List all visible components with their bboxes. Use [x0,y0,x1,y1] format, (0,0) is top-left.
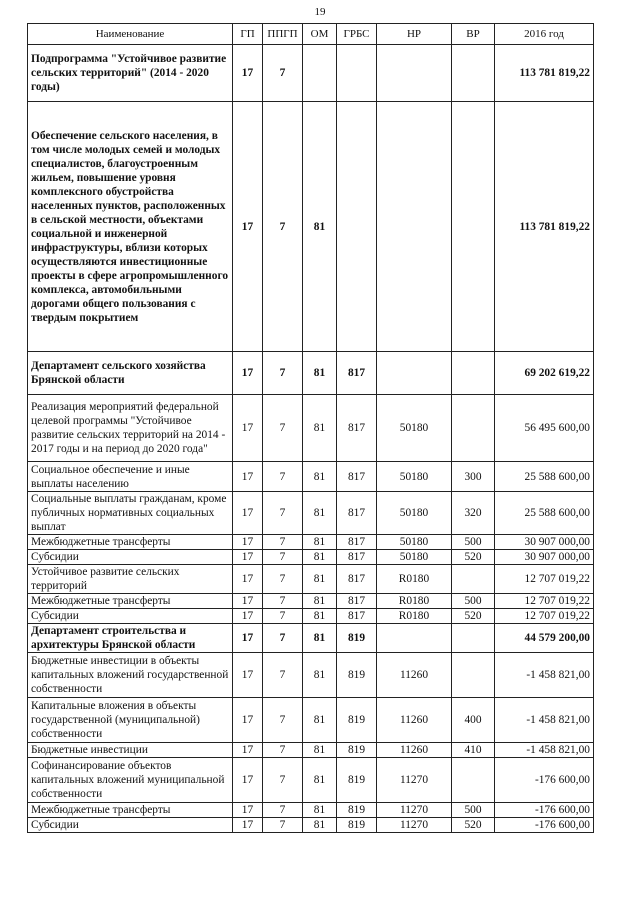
row-gp: 17 [233,594,263,609]
row-ppgp: 7 [263,758,303,803]
row-vr: 500 [452,803,495,818]
row-ppgp: 7 [263,743,303,758]
table-row [28,462,594,492]
row-vr [452,395,495,462]
row-vr: 500 [452,535,495,550]
table-row [28,594,594,609]
row-name: Межбюджетные трансферты [28,594,233,609]
row-gp: 17 [233,395,263,462]
row-grbs [337,102,377,352]
row-gp: 17 [233,45,263,102]
row-name: Межбюджетные трансферты [28,535,233,550]
row-grbs: 819 [337,624,377,653]
row-vr: 410 [452,743,495,758]
row-ppgp: 7 [263,624,303,653]
row-grbs: 817 [337,565,377,594]
row-om: 81 [303,352,337,395]
row-value-2016: -176 600,00 [495,818,594,833]
row-value-2016: 25 588 600,00 [495,462,594,492]
row-np: 11260 [377,743,452,758]
row-value-2016: -1 458 821,00 [495,698,594,743]
header-ppgp: ППГП [263,24,303,45]
row-np: 11260 [377,653,452,698]
header-name: Наименование [28,24,233,45]
row-grbs: 819 [337,743,377,758]
row-grbs: 817 [337,395,377,462]
row-grbs: 817 [337,550,377,565]
table-row [28,492,594,535]
table-row [28,352,594,395]
row-ppgp: 7 [263,609,303,624]
row-grbs: 819 [337,803,377,818]
table-row [28,550,594,565]
header-row [28,24,594,45]
row-name: Реализация мероприятий федеральной целевой программы "Устойчивое развитие сельских территорий на 2014 - 2017 годы и на период до 2020 года" [28,395,233,462]
row-om: 81 [303,535,337,550]
row-np [377,352,452,395]
row-np: R0180 [377,565,452,594]
row-value-2016: -1 458 821,00 [495,653,594,698]
row-np: R0180 [377,594,452,609]
row-om: 81 [303,803,337,818]
row-name: Софинансирование объектов капитальных вложений муниципальной собственности [28,758,233,803]
table-row [28,624,594,653]
row-gp: 17 [233,653,263,698]
row-value-2016: 25 588 600,00 [495,492,594,535]
row-np: 11260 [377,698,452,743]
row-grbs: 819 [337,818,377,833]
table-row [28,535,594,550]
table-row [28,818,594,833]
header-vr: ВР [452,24,495,45]
row-vr: 520 [452,818,495,833]
row-grbs: 819 [337,653,377,698]
row-np: 50180 [377,535,452,550]
row-np [377,102,452,352]
row-gp: 17 [233,462,263,492]
row-grbs: 817 [337,352,377,395]
row-gp: 17 [233,758,263,803]
row-name: Подпрограмма "Устойчивое развитие сельских территорий" (2014 - 2020 годы) [28,45,233,102]
row-ppgp: 7 [263,535,303,550]
row-gp: 17 [233,609,263,624]
row-np: 11270 [377,818,452,833]
header-2016: 2016 год [495,24,594,45]
row-grbs: 819 [337,698,377,743]
row-value-2016: 12 707 019,22 [495,609,594,624]
row-om: 81 [303,492,337,535]
row-vr [452,102,495,352]
row-np: 11270 [377,803,452,818]
row-value-2016: -1 458 821,00 [495,743,594,758]
row-grbs: 817 [337,492,377,535]
row-vr [452,45,495,102]
row-value-2016: 113 781 819,22 [495,45,594,102]
row-value-2016: 30 907 000,00 [495,535,594,550]
row-grbs: 817 [337,609,377,624]
row-vr [452,624,495,653]
row-om: 81 [303,758,337,803]
row-grbs: 817 [337,594,377,609]
row-ppgp: 7 [263,565,303,594]
row-om: 81 [303,395,337,462]
row-name: Субсидии [28,550,233,565]
row-ppgp: 7 [263,395,303,462]
row-name: Бюджетные инвестиции в объекты капитальных вложений государственной собственности [28,653,233,698]
row-value-2016: 56 495 600,00 [495,395,594,462]
row-gp: 17 [233,565,263,594]
row-ppgp: 7 [263,492,303,535]
row-name: Социальное обеспечение и иные выплаты населению [28,462,233,492]
row-gp: 17 [233,624,263,653]
row-grbs: 817 [337,535,377,550]
row-name: Капитальные вложения в объекты государственной (муниципальной) собственности [28,698,233,743]
row-gp: 17 [233,743,263,758]
page-number: 19 [314,6,326,18]
row-ppgp: 7 [263,45,303,102]
row-name: Департамент сельского хозяйства Брянской области [28,352,233,395]
row-ppgp: 7 [263,102,303,352]
row-grbs: 817 [337,462,377,492]
row-om: 81 [303,653,337,698]
row-name: Департамент строительства и архитектуры Брянской области [28,624,233,653]
row-value-2016: 12 707 019,22 [495,565,594,594]
row-grbs [337,45,377,102]
row-gp: 17 [233,803,263,818]
row-ppgp: 7 [263,352,303,395]
row-gp: 17 [233,352,263,395]
row-name: Социальные выплаты гражданам, кроме публичных нормативных социальных выплат [28,492,233,535]
table-row [28,653,594,698]
row-np: 50180 [377,550,452,565]
row-om: 81 [303,698,337,743]
row-np [377,45,452,102]
row-vr [452,758,495,803]
header-gp: ГП [233,24,263,45]
row-om: 81 [303,818,337,833]
row-ppgp: 7 [263,818,303,833]
table-row [28,102,594,352]
row-np [377,624,452,653]
row-gp: 17 [233,492,263,535]
table-row [28,45,594,102]
table-row [28,758,594,803]
row-value-2016: 44 579 200,00 [495,624,594,653]
row-gp: 17 [233,550,263,565]
row-name: Бюджетные инвестиции [28,743,233,758]
row-gp: 17 [233,818,263,833]
row-ppgp: 7 [263,803,303,818]
row-gp: 17 [233,698,263,743]
row-name: Межбюджетные трансферты [28,803,233,818]
row-vr: 500 [452,594,495,609]
header-np: НР [377,24,452,45]
row-om: 81 [303,594,337,609]
budget-table [27,23,594,833]
row-vr: 520 [452,609,495,624]
row-name: Субсидии [28,609,233,624]
row-om [303,45,337,102]
row-om: 81 [303,550,337,565]
row-ppgp: 7 [263,698,303,743]
table-row [28,803,594,818]
row-om: 81 [303,565,337,594]
row-np: 50180 [377,395,452,462]
row-vr: 300 [452,462,495,492]
table-row [28,395,594,462]
table-row [28,698,594,743]
row-np: R0180 [377,609,452,624]
row-om: 81 [303,462,337,492]
row-ppgp: 7 [263,594,303,609]
row-om: 81 [303,102,337,352]
row-np: 50180 [377,492,452,535]
header-grbs: ГРБС [337,24,377,45]
row-gp: 17 [233,535,263,550]
row-om: 81 [303,743,337,758]
table-row [28,609,594,624]
row-name: Субсидии [28,818,233,833]
table-row [28,565,594,594]
row-name: Устойчивое развитие сельских территорий [28,565,233,594]
row-om: 81 [303,624,337,653]
row-grbs: 819 [337,758,377,803]
row-value-2016: -176 600,00 [495,758,594,803]
row-value-2016: 30 907 000,00 [495,550,594,565]
table-row [28,743,594,758]
row-gp: 17 [233,102,263,352]
header-om: ОМ [303,24,337,45]
row-np: 11270 [377,758,452,803]
row-vr: 320 [452,492,495,535]
row-value-2016: -176 600,00 [495,803,594,818]
row-ppgp: 7 [263,653,303,698]
row-ppgp: 7 [263,462,303,492]
row-vr [452,653,495,698]
row-vr [452,352,495,395]
row-value-2016: 12 707 019,22 [495,594,594,609]
row-vr: 400 [452,698,495,743]
row-vr [452,565,495,594]
row-name: Обеспечение сельского населения, в том числе молодых семей и молодых специалистов, благоустроенным жильем, повышение уровня комплексного обустройства населенных пунктов, расположенных в сельской местности, объектами социальной и инженерной инфраструктуры, вблизи которых осуществляются инвестиционные проекты в сфере агропромышленного комплекса, автомобильными дорогами общего пользования с твердым покрытием [28,102,233,352]
row-vr: 520 [452,550,495,565]
row-om: 81 [303,609,337,624]
row-np: 50180 [377,462,452,492]
row-value-2016: 113 781 819,22 [495,102,594,352]
row-ppgp: 7 [263,550,303,565]
row-value-2016: 69 202 619,22 [495,352,594,395]
